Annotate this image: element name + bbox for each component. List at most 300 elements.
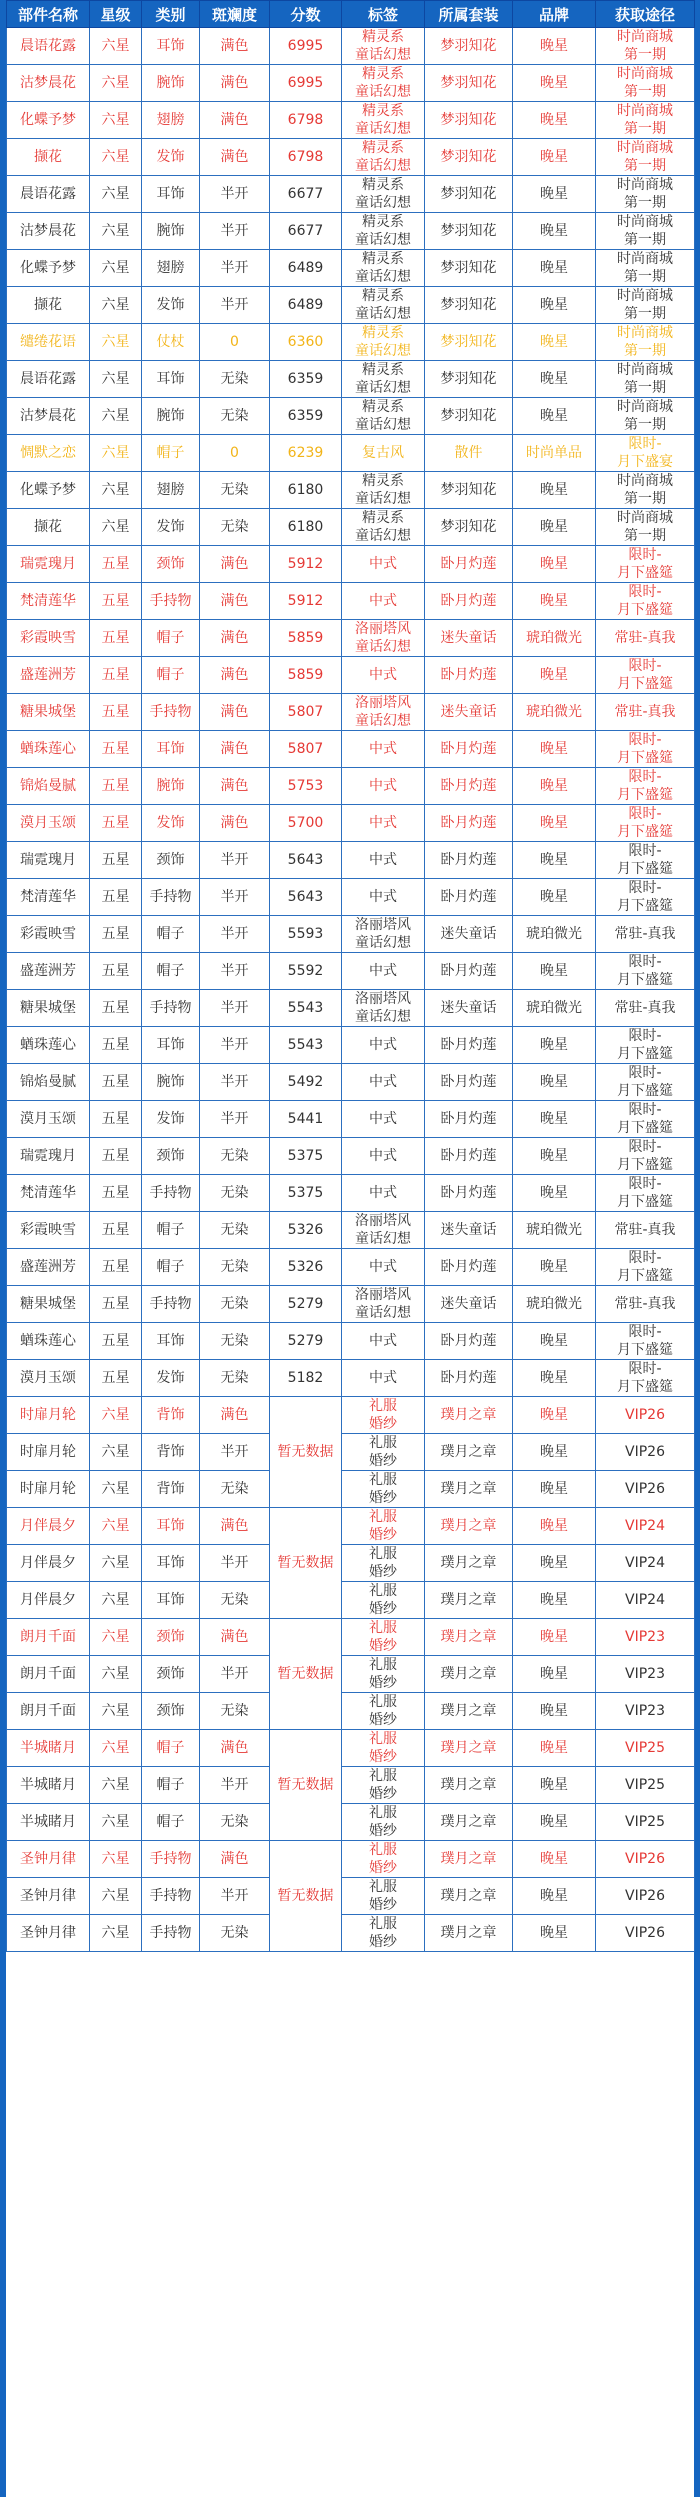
tag-cell: 中式 (342, 1027, 425, 1064)
tag-cell: 礼服 婚纱 (342, 1582, 425, 1619)
set-cell: 梦羽知花 (425, 472, 513, 509)
category-cell: 手持物 (142, 1915, 200, 1952)
column-header-set: 所属套装 (425, 1, 513, 28)
brand-cell: 晚星 (513, 1804, 596, 1841)
brand-cell: 晚星 (513, 1841, 596, 1878)
set-cell: 卧月灼莲 (425, 1027, 513, 1064)
score-cell: 6677 (270, 213, 342, 250)
dye-cell: 无染 (200, 472, 270, 509)
score-cell: 6359 (270, 398, 342, 435)
table-row (7, 65, 695, 102)
set-cell: 梦羽知花 (425, 250, 513, 287)
items-table (6, 0, 695, 1952)
table-row (7, 1693, 695, 1730)
set-cell: 璞月之章 (425, 1619, 513, 1656)
tag-cell: 中式 (342, 1175, 425, 1212)
star-cell: 六星 (90, 213, 142, 250)
category-cell: 帽子 (142, 1212, 200, 1249)
table-body (7, 28, 695, 1952)
dye-cell: 满色 (200, 1397, 270, 1434)
part-name-cell: 撷花 (7, 287, 90, 324)
category-cell: 耳饰 (142, 28, 200, 65)
brand-cell: 晚星 (513, 472, 596, 509)
dye-cell: 满色 (200, 657, 270, 694)
brand-cell: 晚星 (513, 1249, 596, 1286)
score-cell: 6677 (270, 176, 342, 213)
score-cell: 6798 (270, 139, 342, 176)
table-row (7, 1027, 695, 1064)
score-cell: 5643 (270, 879, 342, 916)
table-row (7, 472, 695, 509)
category-cell: 翅膀 (142, 472, 200, 509)
source-cell: VIP23 (596, 1656, 695, 1693)
set-cell: 璞月之章 (425, 1730, 513, 1767)
dye-cell: 无染 (200, 1471, 270, 1508)
category-cell: 背饰 (142, 1471, 200, 1508)
tag-cell: 中式 (342, 768, 425, 805)
star-cell: 五星 (90, 1360, 142, 1397)
table-header (7, 1, 695, 28)
tag-cell: 精灵系 童话幻想 (342, 324, 425, 361)
set-cell: 璞月之章 (425, 1434, 513, 1471)
dye-cell: 满色 (200, 805, 270, 842)
category-cell: 帽子 (142, 657, 200, 694)
set-cell: 卧月灼莲 (425, 1138, 513, 1175)
score-cell: 6995 (270, 65, 342, 102)
part-name-cell: 缱绻花语 (7, 324, 90, 361)
source-cell: VIP24 (596, 1508, 695, 1545)
tag-cell: 精灵系 童话幻想 (342, 509, 425, 546)
part-name-cell: 化蝶予梦 (7, 472, 90, 509)
brand-cell: 晚星 (513, 1508, 596, 1545)
part-name-cell: 月伴晨夕 (7, 1508, 90, 1545)
score-cell: 5182 (270, 1360, 342, 1397)
dye-cell: 无染 (200, 1249, 270, 1286)
tag-cell: 洛丽塔风 童话幻想 (342, 916, 425, 953)
brand-cell: 晚星 (513, 731, 596, 768)
source-cell: 时尚商城 第一期 (596, 398, 695, 435)
category-cell: 帽子 (142, 1767, 200, 1804)
source-cell: VIP25 (596, 1730, 695, 1767)
column-header-score: 分数 (270, 1, 342, 28)
tag-cell: 洛丽塔风 童话幻想 (342, 620, 425, 657)
set-cell: 璞月之章 (425, 1841, 513, 1878)
dye-cell: 半开 (200, 916, 270, 953)
brand-cell: 晚星 (513, 1545, 596, 1582)
source-cell: 常驻-真我 (596, 620, 695, 657)
dye-cell: 半开 (200, 1656, 270, 1693)
score-cell: 5279 (270, 1323, 342, 1360)
brand-cell: 晚星 (513, 1175, 596, 1212)
table-row (7, 1508, 695, 1545)
table-row (7, 213, 695, 250)
dye-cell: 无染 (200, 1286, 270, 1323)
category-cell: 颈饰 (142, 1693, 200, 1730)
table-row (7, 1101, 695, 1138)
table-row (7, 1249, 695, 1286)
dye-cell: 无染 (200, 1915, 270, 1952)
score-cell: 5543 (270, 1027, 342, 1064)
source-cell: 限时- 月下盛筵 (596, 1064, 695, 1101)
table-row (7, 361, 695, 398)
table-row (7, 731, 695, 768)
set-cell: 卧月灼莲 (425, 731, 513, 768)
brand-cell: 晚星 (513, 1730, 596, 1767)
set-cell: 迷失童话 (425, 620, 513, 657)
source-cell: VIP26 (596, 1878, 695, 1915)
brand-cell: 晚星 (513, 176, 596, 213)
part-name-cell: 蝤珠莲心 (7, 731, 90, 768)
tag-cell: 洛丽塔风 童话幻想 (342, 1212, 425, 1249)
tag-cell: 精灵系 童话幻想 (342, 213, 425, 250)
set-cell: 散件 (425, 435, 513, 472)
category-cell: 手持物 (142, 1878, 200, 1915)
tag-cell: 中式 (342, 657, 425, 694)
tag-cell: 中式 (342, 1360, 425, 1397)
category-cell: 腕饰 (142, 1064, 200, 1101)
tag-cell: 礼服 婚纱 (342, 1508, 425, 1545)
part-name-cell: 糖果城堡 (7, 694, 90, 731)
tag-cell: 精灵系 童话幻想 (342, 176, 425, 213)
dye-cell: 无染 (200, 1360, 270, 1397)
source-cell: 时尚商城 第一期 (596, 176, 695, 213)
brand-cell: 琥珀微光 (513, 620, 596, 657)
brand-cell: 晚星 (513, 361, 596, 398)
set-cell: 璞月之章 (425, 1582, 513, 1619)
part-name-cell: 漠月玉颂 (7, 1101, 90, 1138)
table-row (7, 1878, 695, 1915)
source-cell: 时尚商城 第一期 (596, 324, 695, 361)
part-name-cell: 朗月千面 (7, 1656, 90, 1693)
table-row (7, 1915, 695, 1952)
category-cell: 帽子 (142, 1249, 200, 1286)
brand-cell: 晚星 (513, 509, 596, 546)
table-row (7, 1767, 695, 1804)
tag-cell: 中式 (342, 1323, 425, 1360)
set-cell: 卧月灼莲 (425, 879, 513, 916)
dye-cell: 0 (200, 324, 270, 361)
dye-cell: 满色 (200, 1508, 270, 1545)
tag-cell: 礼服 婚纱 (342, 1841, 425, 1878)
tag-cell: 礼服 婚纱 (342, 1878, 425, 1915)
score-cell: 5592 (270, 953, 342, 990)
star-cell: 六星 (90, 1397, 142, 1434)
table-row (7, 1212, 695, 1249)
dye-cell: 0 (200, 435, 270, 472)
star-cell: 五星 (90, 953, 142, 990)
star-cell: 六星 (90, 324, 142, 361)
star-cell: 六星 (90, 1841, 142, 1878)
category-cell: 发饰 (142, 805, 200, 842)
dye-cell: 满色 (200, 1730, 270, 1767)
set-cell: 卧月灼莲 (425, 953, 513, 990)
category-cell: 手持物 (142, 990, 200, 1027)
dye-cell: 半开 (200, 250, 270, 287)
star-cell: 六星 (90, 1767, 142, 1804)
category-cell: 背饰 (142, 1434, 200, 1471)
star-cell: 六星 (90, 28, 142, 65)
score-cell: 5375 (270, 1175, 342, 1212)
brand-cell: 晚星 (513, 953, 596, 990)
score-cell: 暂无数据 (270, 1619, 342, 1730)
source-cell: 限时- 月下盛筵 (596, 768, 695, 805)
tag-cell: 精灵系 童话幻想 (342, 65, 425, 102)
score-cell: 暂无数据 (270, 1397, 342, 1508)
tag-cell: 精灵系 童话幻想 (342, 250, 425, 287)
part-name-cell: 圣钟月律 (7, 1878, 90, 1915)
source-cell: 常驻-真我 (596, 990, 695, 1027)
brand-cell: 晚星 (513, 1619, 596, 1656)
star-cell: 五星 (90, 1101, 142, 1138)
brand-cell: 晚星 (513, 805, 596, 842)
dye-cell: 半开 (200, 1545, 270, 1582)
score-cell: 6489 (270, 250, 342, 287)
dye-cell: 无染 (200, 1582, 270, 1619)
source-cell: 限时- 月下盛筵 (596, 1138, 695, 1175)
dye-cell: 满色 (200, 620, 270, 657)
table-row (7, 28, 695, 65)
source-cell: 时尚商城 第一期 (596, 287, 695, 324)
score-cell: 5441 (270, 1101, 342, 1138)
set-cell: 璞月之章 (425, 1508, 513, 1545)
dye-cell: 无染 (200, 361, 270, 398)
table-row (7, 1138, 695, 1175)
set-cell: 璞月之章 (425, 1397, 513, 1434)
source-cell: 常驻-真我 (596, 694, 695, 731)
star-cell: 五星 (90, 1027, 142, 1064)
score-cell: 5859 (270, 620, 342, 657)
star-cell: 六星 (90, 1804, 142, 1841)
brand-cell: 晚星 (513, 1656, 596, 1693)
table-row (7, 879, 695, 916)
source-cell: 常驻-真我 (596, 916, 695, 953)
source-cell: 时尚商城 第一期 (596, 509, 695, 546)
brand-cell: 晚星 (513, 1101, 596, 1138)
score-cell: 5643 (270, 842, 342, 879)
tag-cell: 礼服 婚纱 (342, 1545, 425, 1582)
column-header-category: 类别 (142, 1, 200, 28)
part-name-cell: 晨语花露 (7, 176, 90, 213)
brand-cell: 晚星 (513, 287, 596, 324)
tag-cell: 精灵系 童话幻想 (342, 139, 425, 176)
source-cell: 限时- 月下盛筵 (596, 546, 695, 583)
brand-cell: 晚星 (513, 1064, 596, 1101)
set-cell: 璞月之章 (425, 1878, 513, 1915)
set-cell: 卧月灼莲 (425, 583, 513, 620)
tag-cell: 中式 (342, 805, 425, 842)
dye-cell: 满色 (200, 768, 270, 805)
source-cell: VIP26 (596, 1841, 695, 1878)
source-cell: 限时- 月下盛筵 (596, 1027, 695, 1064)
star-cell: 六星 (90, 361, 142, 398)
tag-cell: 精灵系 童话幻想 (342, 102, 425, 139)
tag-cell: 中式 (342, 953, 425, 990)
dye-cell: 半开 (200, 879, 270, 916)
table-row (7, 1656, 695, 1693)
table-row (7, 1582, 695, 1619)
dye-cell: 满色 (200, 65, 270, 102)
part-name-cell: 晨语花露 (7, 28, 90, 65)
table-row (7, 805, 695, 842)
star-cell: 五星 (90, 583, 142, 620)
dye-cell: 满色 (200, 28, 270, 65)
source-cell: VIP26 (596, 1434, 695, 1471)
star-cell: 五星 (90, 731, 142, 768)
score-cell: 5326 (270, 1249, 342, 1286)
tag-cell: 中式 (342, 583, 425, 620)
brand-cell: 琥珀微光 (513, 1286, 596, 1323)
table-frame (6, 0, 694, 2497)
part-name-cell: 惆默之恋 (7, 435, 90, 472)
set-cell: 璞月之章 (425, 1656, 513, 1693)
part-name-cell: 朗月千面 (7, 1693, 90, 1730)
category-cell: 腕饰 (142, 65, 200, 102)
tag-cell: 礼服 婚纱 (342, 1693, 425, 1730)
dye-cell: 满色 (200, 694, 270, 731)
part-name-cell: 彩霞映雪 (7, 1212, 90, 1249)
set-cell: 梦羽知花 (425, 139, 513, 176)
source-cell: 时尚商城 第一期 (596, 361, 695, 398)
table-row (7, 657, 695, 694)
set-cell: 卧月灼莲 (425, 1175, 513, 1212)
category-cell: 发饰 (142, 1360, 200, 1397)
tag-cell: 礼服 婚纱 (342, 1397, 425, 1434)
dye-cell: 满色 (200, 1619, 270, 1656)
part-name-cell: 圣钟月律 (7, 1841, 90, 1878)
score-cell: 5753 (270, 768, 342, 805)
brand-cell: 晚星 (513, 250, 596, 287)
set-cell: 卧月灼莲 (425, 768, 513, 805)
brand-cell: 晚星 (513, 546, 596, 583)
brand-cell: 晚星 (513, 583, 596, 620)
dye-cell: 无染 (200, 1693, 270, 1730)
tag-cell: 精灵系 童话幻想 (342, 361, 425, 398)
set-cell: 璞月之章 (425, 1915, 513, 1952)
source-cell: 常驻-真我 (596, 1212, 695, 1249)
score-cell: 暂无数据 (270, 1508, 342, 1619)
part-name-cell: 梵清莲华 (7, 879, 90, 916)
table-row (7, 1175, 695, 1212)
brand-cell: 琥珀微光 (513, 694, 596, 731)
table-row (7, 1471, 695, 1508)
star-cell: 五星 (90, 620, 142, 657)
star-cell: 五星 (90, 1175, 142, 1212)
source-cell: VIP26 (596, 1397, 695, 1434)
set-cell: 梦羽知花 (425, 28, 513, 65)
brand-cell: 晚星 (513, 842, 596, 879)
tag-cell: 中式 (342, 546, 425, 583)
source-cell: VIP26 (596, 1471, 695, 1508)
table-row (7, 287, 695, 324)
category-cell: 帽子 (142, 1730, 200, 1767)
source-cell: 常驻-真我 (596, 1286, 695, 1323)
part-name-cell: 彩霞映雪 (7, 916, 90, 953)
part-name-cell: 瑞霓瑰月 (7, 1138, 90, 1175)
star-cell: 五星 (90, 1249, 142, 1286)
star-cell: 六星 (90, 1656, 142, 1693)
tag-cell: 礼服 婚纱 (342, 1767, 425, 1804)
dye-cell: 半开 (200, 213, 270, 250)
table-row (7, 1841, 695, 1878)
set-cell: 梦羽知花 (425, 398, 513, 435)
category-cell: 发饰 (142, 139, 200, 176)
set-cell: 梦羽知花 (425, 287, 513, 324)
tag-cell: 复古风 (342, 435, 425, 472)
tag-cell: 洛丽塔风 童话幻想 (342, 694, 425, 731)
source-cell: 限时- 月下盛筵 (596, 1249, 695, 1286)
part-name-cell: 沽梦晨花 (7, 213, 90, 250)
score-cell: 6359 (270, 361, 342, 398)
star-cell: 六星 (90, 250, 142, 287)
score-cell: 5593 (270, 916, 342, 953)
brand-cell: 晚星 (513, 28, 596, 65)
brand-cell: 晚星 (513, 139, 596, 176)
star-cell: 六星 (90, 398, 142, 435)
brand-cell: 晚星 (513, 1434, 596, 1471)
table-row (7, 398, 695, 435)
table-row (7, 1064, 695, 1101)
brand-cell: 晚星 (513, 324, 596, 361)
category-cell: 腕饰 (142, 398, 200, 435)
source-cell: 限时- 月下盛筵 (596, 583, 695, 620)
set-cell: 迷失童话 (425, 1212, 513, 1249)
star-cell: 六星 (90, 176, 142, 213)
dye-cell: 无染 (200, 1323, 270, 1360)
star-cell: 六星 (90, 1878, 142, 1915)
tag-cell: 礼服 婚纱 (342, 1471, 425, 1508)
score-cell: 5375 (270, 1138, 342, 1175)
dye-cell: 无染 (200, 1804, 270, 1841)
dye-cell: 半开 (200, 990, 270, 1027)
part-name-cell: 锦焰曼腻 (7, 768, 90, 805)
score-cell: 5492 (270, 1064, 342, 1101)
column-header-brand: 品牌 (513, 1, 596, 28)
score-cell: 6180 (270, 472, 342, 509)
brand-cell: 晚星 (513, 879, 596, 916)
table-row (7, 1545, 695, 1582)
category-cell: 颈饰 (142, 1138, 200, 1175)
brand-cell: 晚星 (513, 657, 596, 694)
part-name-cell: 盛莲洲芳 (7, 657, 90, 694)
category-cell: 耳饰 (142, 176, 200, 213)
source-cell: 时尚商城 第一期 (596, 213, 695, 250)
category-cell: 耳饰 (142, 1323, 200, 1360)
column-header-dye: 斑斓度 (200, 1, 270, 28)
table-row (7, 176, 695, 213)
set-cell: 璞月之章 (425, 1545, 513, 1582)
tag-cell: 精灵系 童话幻想 (342, 472, 425, 509)
source-cell: 限时- 月下盛筵 (596, 1323, 695, 1360)
tag-cell: 中式 (342, 842, 425, 879)
set-cell: 梦羽知花 (425, 102, 513, 139)
set-cell: 璞月之章 (425, 1693, 513, 1730)
source-cell: 限时- 月下盛筵 (596, 1175, 695, 1212)
star-cell: 六星 (90, 1693, 142, 1730)
star-cell: 六星 (90, 1471, 142, 1508)
part-name-cell: 时扉月轮 (7, 1434, 90, 1471)
source-cell: 时尚商城 第一期 (596, 250, 695, 287)
tag-cell: 中式 (342, 1101, 425, 1138)
star-cell: 五星 (90, 916, 142, 953)
star-cell: 六星 (90, 102, 142, 139)
star-cell: 六星 (90, 287, 142, 324)
star-cell: 五星 (90, 1138, 142, 1175)
part-name-cell: 锦焰曼腻 (7, 1064, 90, 1101)
star-cell: 五星 (90, 694, 142, 731)
category-cell: 手持物 (142, 694, 200, 731)
dye-cell: 半开 (200, 176, 270, 213)
part-name-cell: 糖果城堡 (7, 1286, 90, 1323)
